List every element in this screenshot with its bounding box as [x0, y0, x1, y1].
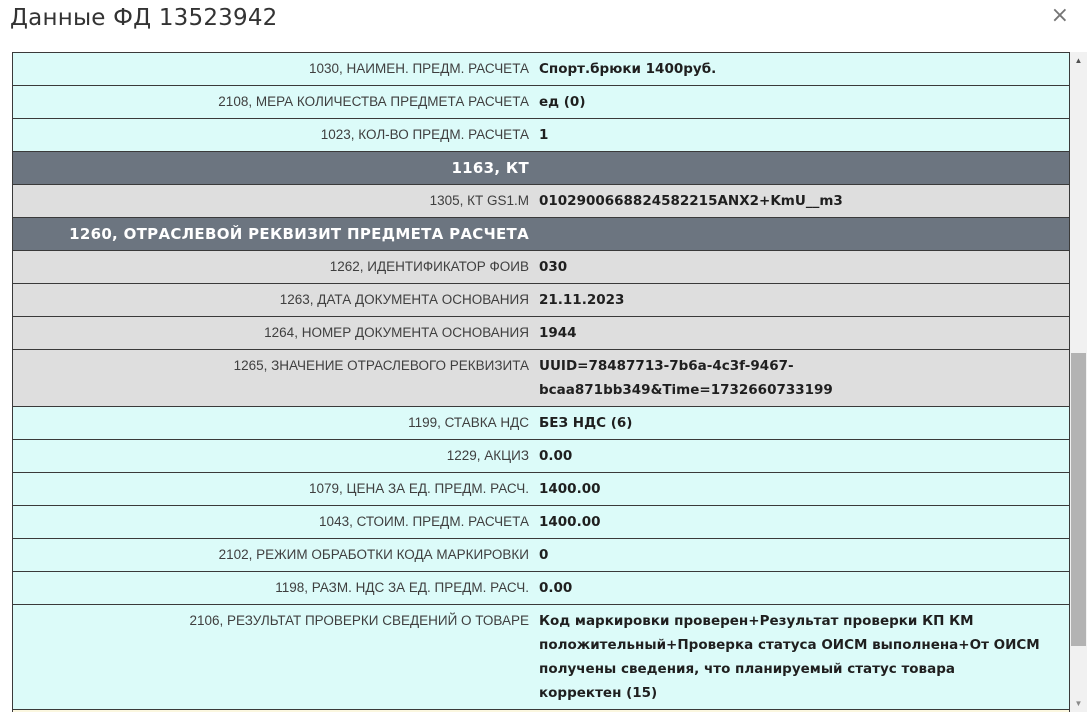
- section-header-row: [13, 152, 1069, 185]
- row-value: 1: [539, 127, 549, 143]
- table-row: [13, 572, 1069, 605]
- row-label: 2106, РЕЗУЛЬТАТ ПРОВЕРКИ СВЕДЕНИЙ О ТОВАРЕ: [189, 613, 529, 628]
- table-row: [13, 506, 1069, 539]
- row-value: 1400.00: [539, 481, 601, 497]
- row-label: 1265, ЗНАЧЕНИЕ ОТРАСЛЕВОГО РЕКВИЗИТА: [233, 358, 529, 373]
- row-value: БЕЗ НДС (6): [539, 415, 633, 431]
- row-label: 1264, НОМЕР ДОКУМЕНТА ОСНОВАНИЯ: [264, 325, 529, 340]
- row-label: 1199, СТАВКА НДС: [408, 415, 529, 430]
- table-row: [13, 440, 1069, 473]
- table-row: [13, 86, 1069, 119]
- table-row: [13, 407, 1069, 440]
- row-value: [535, 152, 1069, 184]
- table-row: [13, 539, 1069, 572]
- row-value: Код маркировки проверен+Результат проверки КП КМ положительный+Проверка статуса ОИСМ выполнена+От ОИСМ получены сведения, что планируемый статус товара корректен (15): [539, 613, 1040, 701]
- row-label: 1305, КТ GS1.M: [429, 193, 529, 208]
- table-row: [13, 119, 1069, 152]
- table-row: [13, 185, 1069, 218]
- row-value: 0102900668824582215ANX2+KmU__m3: [539, 193, 843, 209]
- row-label: 2108, МЕРА КОЛИЧЕСТВА ПРЕДМЕТА РАСЧЕТА: [218, 94, 529, 109]
- row-label: 2102, РЕЖИМ ОБРАБОТКИ КОДА МАРКИРОВКИ: [218, 547, 529, 562]
- scroll-up-icon[interactable]: ▲: [1070, 52, 1087, 69]
- scroll-down-icon[interactable]: ▼: [1070, 695, 1087, 712]
- row-value: UUID=78487713-7b6a-4c3f-9467-bcaa871bb349&Time=1732660733199: [539, 358, 833, 398]
- row-value: 0: [539, 547, 549, 563]
- modal-header: [0, 0, 1087, 52]
- row-value: 030: [539, 259, 568, 275]
- row-label: 1030, НАИМЕН. ПРЕДМ. РАСЧЕТА: [308, 61, 529, 76]
- table-row: [13, 251, 1069, 284]
- table-row: [13, 284, 1069, 317]
- row-value: ед (0): [539, 94, 586, 110]
- scrollbar-thumb[interactable]: [1071, 353, 1086, 646]
- row-value: [535, 218, 1069, 250]
- section-header-row: [13, 218, 1069, 251]
- table-row: [13, 350, 1069, 407]
- close-icon[interactable]: ×: [1047, 2, 1073, 30]
- row-value: Спорт.брюки 1400руб.: [539, 61, 717, 77]
- table-row: [13, 53, 1069, 86]
- section-header-label: 1163, КТ: [451, 159, 529, 177]
- row-value: 21.11.2023: [539, 292, 625, 308]
- table-row: [13, 473, 1069, 506]
- row-label: 1023, КОЛ-ВО ПРЕДМ. РАСЧЕТА: [320, 127, 529, 142]
- row-label: 1079, ЦЕНА ЗА ЕД. ПРЕДМ. РАСЧ.: [308, 481, 529, 496]
- row-label: 1262, ИДЕНТИФИКАТОР ФОИВ: [329, 259, 529, 274]
- vertical-scrollbar[interactable]: [1070, 52, 1087, 712]
- fd-table: [12, 52, 1070, 710]
- row-value: 1400.00: [539, 514, 601, 530]
- row-label: 1198, РАЗМ. НДС ЗА ЕД. ПРЕДМ. РАСЧ.: [275, 580, 529, 595]
- table-row: [13, 605, 1069, 710]
- row-value: 0.00: [539, 580, 573, 596]
- table-row: [13, 317, 1069, 350]
- modal-title: Данные ФД 13523942: [10, 5, 278, 31]
- row-value: 0.00: [539, 448, 573, 464]
- row-label: 1263, ДАТА ДОКУМЕНТА ОСНОВАНИЯ: [279, 292, 529, 307]
- row-label: 1043, СТОИМ. ПРЕДМ. РАСЧЕТА: [319, 514, 529, 529]
- section-header-label: 1260, ОТРАСЛЕВОЙ РЕКВИЗИТ ПРЕДМЕТА РАСЧЕТА: [69, 225, 529, 243]
- row-label: 1229, АКЦИЗ: [446, 448, 529, 463]
- row-value: 1944: [539, 325, 577, 341]
